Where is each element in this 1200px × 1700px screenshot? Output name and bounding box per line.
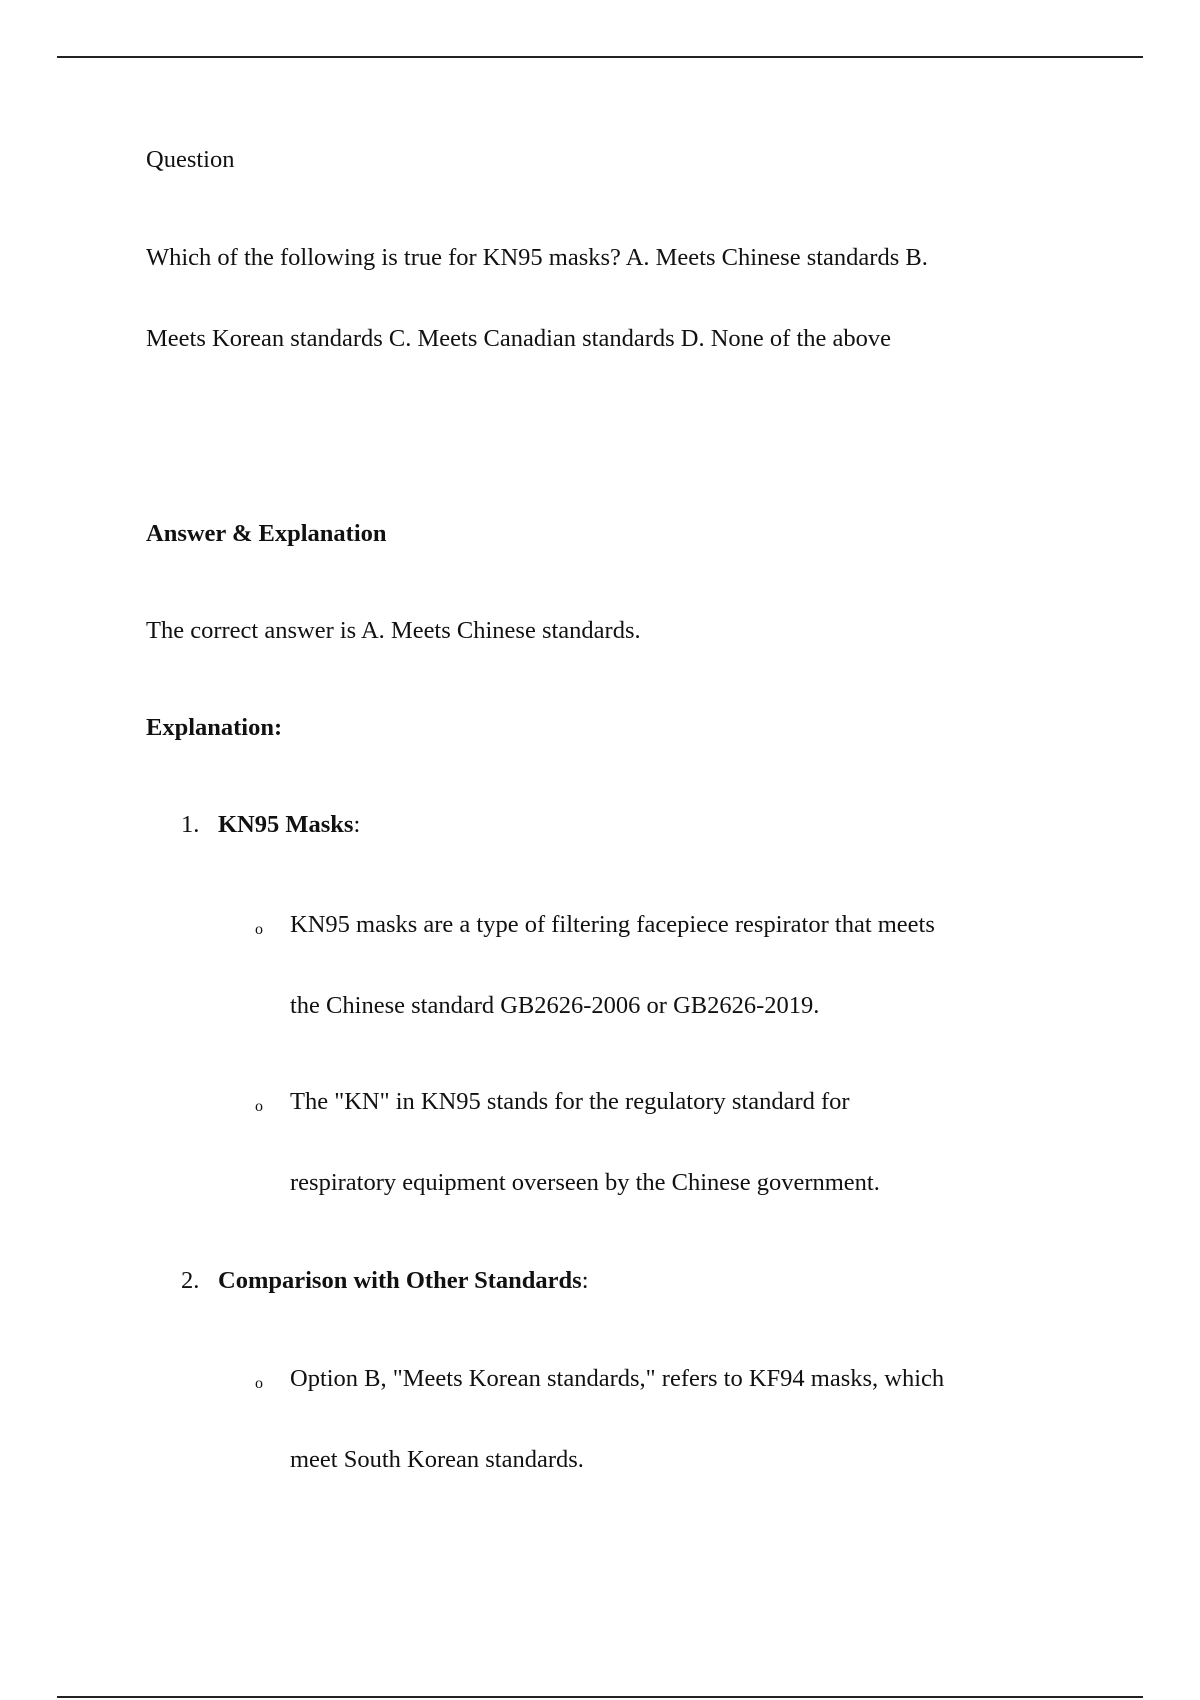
bullet-marker: o: [255, 1375, 263, 1392]
question-label: Question: [146, 146, 235, 173]
section-title-text: KN95 Masks: [218, 811, 354, 838]
bullet-text-line: respiratory equipment overseen by the Chinese government.: [290, 1169, 880, 1196]
bullet-text-line: meet South Korean standards.: [290, 1446, 584, 1473]
answer-heading: Answer & Explanation: [146, 520, 387, 547]
question-text-line-2: Meets Korean standards C. Meets Canadian standards D. None of the above: [146, 325, 892, 352]
section-title-suffix: :: [581, 1267, 589, 1294]
section-title: [218, 811, 360, 839]
question-text-line-1: Which of the following is true for KN95 masks? A. Meets Chinese standards B.: [146, 244, 928, 271]
section-number: 2.: [181, 1267, 200, 1294]
bullet-text-line: the Chinese standard GB2626-2006 or GB2626-2019.: [290, 992, 820, 1019]
bullet-text-line: KN95 masks are a type of filtering facepiece respirator that meets: [290, 911, 935, 938]
section-title-suffix: :: [353, 811, 361, 838]
page-top-rule: [57, 56, 1143, 58]
bullet-text-line: Option B, "Meets Korean standards," refers to KF94 masks, which: [290, 1365, 945, 1392]
bullet-marker: o: [255, 921, 263, 938]
section-title: [218, 1267, 589, 1295]
bullet-marker: o: [255, 1098, 263, 1115]
bullet-text-line: The "KN" in KN95 stands for the regulatory standard for: [290, 1088, 850, 1115]
explanation-label: Explanation:: [146, 714, 283, 741]
section-title-text: Comparison with Other Standards: [218, 1267, 582, 1294]
answer-statement: The correct answer is A. Meets Chinese standards.: [146, 617, 641, 644]
page-bottom-rule: [57, 1696, 1143, 1698]
section-number: 1.: [181, 811, 200, 838]
